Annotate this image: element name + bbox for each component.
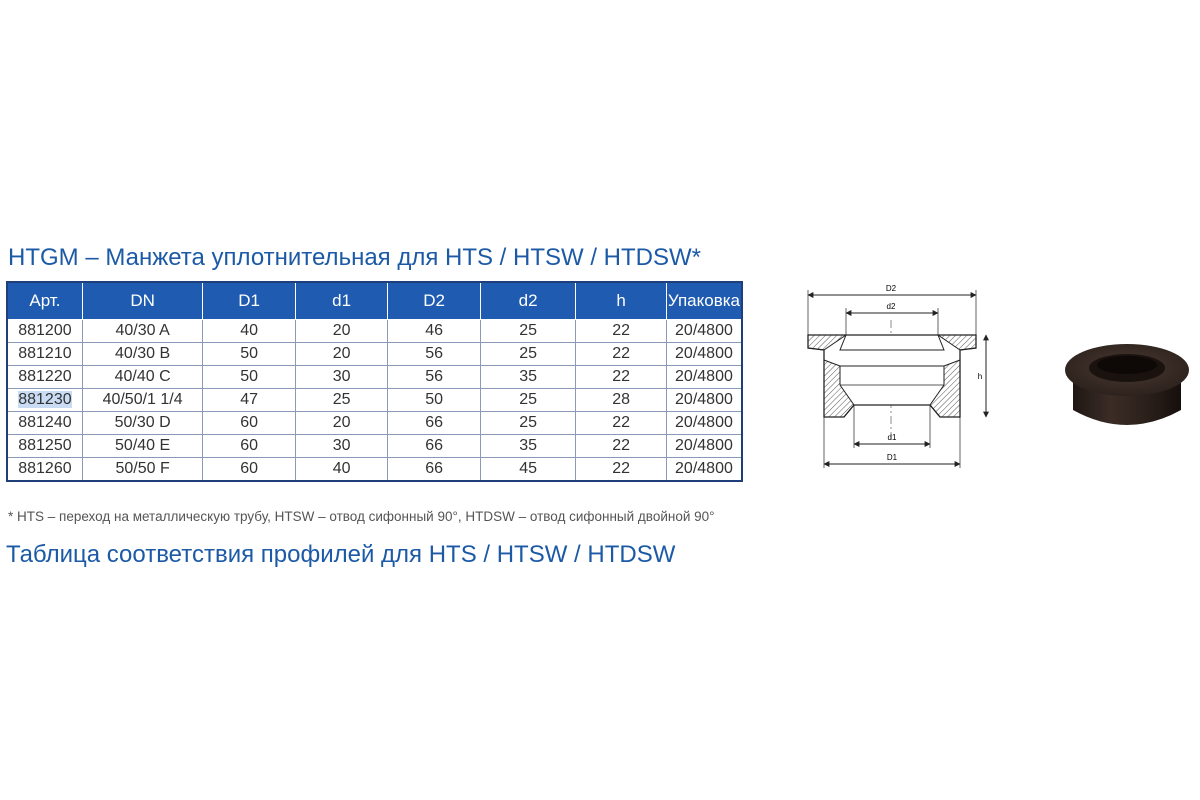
cell-d2: 25	[480, 320, 575, 343]
cell-D1: 50	[203, 366, 296, 389]
cell-d2: 25	[480, 343, 575, 366]
cell-dn: 50/40 E	[82, 435, 203, 458]
table-row	[7, 366, 742, 389]
cell-art: 881210	[7, 343, 82, 366]
col-header-pack: Упаковка	[666, 282, 742, 320]
cell-pack: 20/4800	[666, 412, 742, 435]
table-row	[7, 435, 742, 458]
col-header-d2: d2	[480, 282, 575, 320]
table-row	[7, 458, 742, 482]
cell-h: 22	[576, 366, 667, 389]
cell-art: 881200	[7, 320, 82, 343]
footnote: * HTS – переход на металлическую трубу, HTSW – отвод сифонный 90°, HTDSW – отвод сифонный двойной 90°	[8, 509, 715, 524]
cell-pack: 20/4800	[666, 366, 742, 389]
cell-d1: 40	[295, 458, 388, 482]
cell-h: 22	[576, 458, 667, 482]
dim-label-D1: D1	[886, 453, 898, 462]
cell-D2: 66	[388, 412, 481, 435]
cell-pack: 20/4800	[666, 389, 742, 412]
cell-D2: 50	[388, 389, 481, 412]
col-header-dn: DN	[82, 282, 203, 320]
table-row	[7, 389, 742, 412]
cell-dn: 40/30 A	[82, 320, 203, 343]
col-header-h: h	[576, 282, 667, 320]
cell-D2: 66	[388, 458, 481, 482]
dim-label-h: h	[977, 372, 983, 381]
cell-d1: 30	[295, 435, 388, 458]
table-row	[7, 412, 742, 435]
cell-D2: 66	[388, 435, 481, 458]
table-row	[7, 343, 742, 366]
table-row	[7, 320, 742, 343]
cell-d2: 35	[480, 435, 575, 458]
cell-D1: 47	[203, 389, 296, 412]
cell-D2: 56	[388, 343, 481, 366]
cell-d2: 45	[480, 458, 575, 482]
cell-h: 28	[576, 389, 667, 412]
cell-D1: 40	[203, 320, 296, 343]
cell-h: 22	[576, 343, 667, 366]
cell-d2: 35	[480, 366, 575, 389]
cell-d1: 30	[295, 366, 388, 389]
cell-d1: 20	[295, 343, 388, 366]
col-header-D2: D2	[388, 282, 481, 320]
cell-pack: 20/4800	[666, 320, 742, 343]
cell-art: 881220	[7, 366, 82, 389]
page-title: HTGM – Манжета уплотнительная для HTS / HTSW / HTDSW*	[8, 244, 701, 271]
cell-D1: 60	[203, 458, 296, 482]
cell-D1: 60	[203, 412, 296, 435]
cut-off-heading	[6, 541, 726, 568]
col-header-d1: d1	[295, 282, 388, 320]
cell-d2: 25	[480, 412, 575, 435]
cell-d1: 25	[295, 389, 388, 412]
cell-D1: 50	[203, 343, 296, 366]
cell-d2: 25	[480, 389, 575, 412]
cell-h: 22	[576, 320, 667, 343]
cell-dn: 40/40 C	[82, 366, 203, 389]
cell-pack: 20/4800	[666, 458, 742, 482]
cell-art: 881260	[7, 458, 82, 482]
product-photo	[1055, 330, 1200, 440]
cell-dn: 50/30 D	[82, 412, 203, 435]
dim-label-D2: D2	[885, 284, 897, 293]
spec-table	[6, 281, 743, 482]
cell-d1: 20	[295, 320, 388, 343]
col-header-art: Арт.	[7, 282, 82, 320]
cell-D2: 56	[388, 366, 481, 389]
cell-art-selected[interactable]	[7, 389, 82, 412]
cut-off-heading-text: Таблица соответствия профилей для HTS / HTSW / HTDSW	[6, 541, 676, 568]
cell-h: 22	[576, 412, 667, 435]
cell-art: 881250	[7, 435, 82, 458]
dim-label-d2: d2	[886, 302, 896, 311]
technical-drawing	[790, 280, 990, 470]
cell-pack: 20/4800	[666, 435, 742, 458]
dim-label-d1: d1	[887, 433, 897, 442]
table-header-row	[7, 282, 742, 320]
cell-d1: 20	[295, 412, 388, 435]
cell-D2: 46	[388, 320, 481, 343]
cell-dn: 40/50/1 1/4	[82, 389, 203, 412]
selected-text: 881230	[18, 391, 72, 408]
cell-h: 22	[576, 435, 667, 458]
cell-pack: 20/4800	[666, 343, 742, 366]
cell-D1: 60	[203, 435, 296, 458]
cell-dn: 40/30 B	[82, 343, 203, 366]
cell-art: 881240	[7, 412, 82, 435]
col-header-D1: D1	[203, 282, 296, 320]
cell-dn: 50/50 F	[82, 458, 203, 482]
